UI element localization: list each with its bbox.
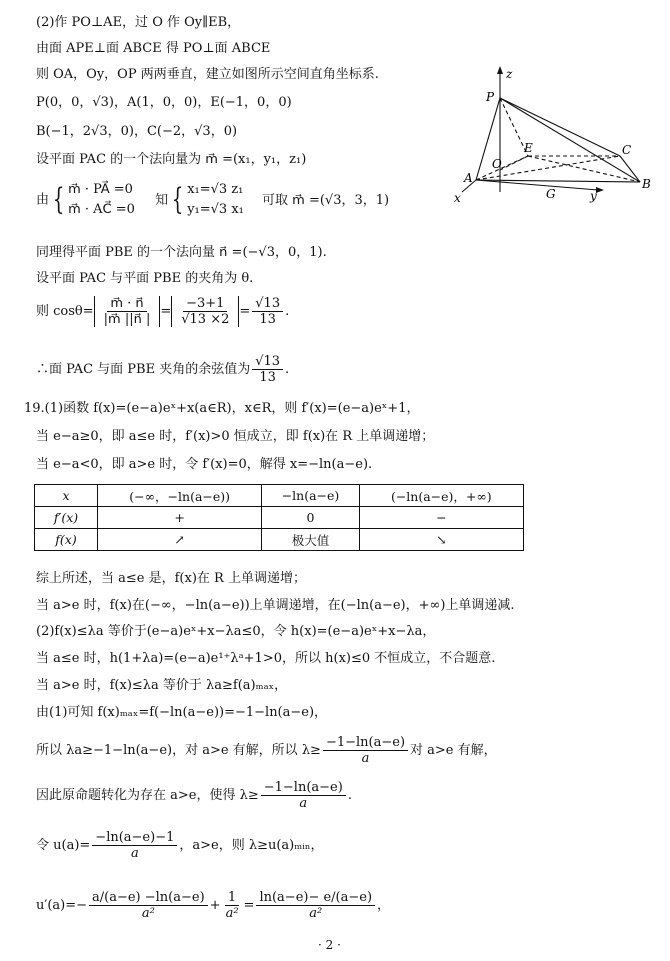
table-cell: −ln(a−e) — [262, 485, 359, 507]
y-arrow-icon — [596, 187, 604, 193]
table-cell: 极大值 — [262, 529, 359, 551]
line-5: B(−1，2√3，0)，C(−2，√3，0) — [36, 124, 238, 139]
label-y: y — [590, 189, 597, 203]
line-19: 当 a>e 时，f(x)≤λa 等价于 λa≥f(a)ₘₐₓ， — [36, 678, 288, 693]
line-23: 令 u(a)= $\frac{-\ln(a-e)-1}{a}$ ，a>e，则 λ≥u(a)ₘᵢₙ， — [36, 830, 324, 861]
label-E: E — [524, 141, 533, 155]
label-P: P — [486, 90, 495, 104]
line-22: 因此原命题转化为存在 a>e，使得 λ≥ $\frac{-1-\ln(a-e)}{a}$ . — [36, 780, 352, 811]
line-11: ∴面 PAC 与面 PBE 夹角的余弦值为 $\frac{√13}{13}$ . — [36, 354, 290, 385]
geometry-figure — [448, 62, 668, 212]
table-cell: f′(x) — [35, 507, 98, 529]
line-2: 由面 APE⊥面 ABCE 得 PO⊥面 ABCE — [36, 41, 271, 56]
line-10-cos: 则 cosθ= $\frac{m⃗ \cdot n⃗}{|m⃗ ||n⃗ |}$ = $\frac{-3+1}{√13 \times 2}$ = $\frac{√13}{13}$ . — [36, 296, 290, 327]
table-cell: 0 — [262, 507, 359, 529]
monotonicity-table — [34, 484, 524, 551]
table-cell: − — [359, 507, 523, 529]
line-12: 19.(1)函数 f(x)=(e−a)eˣ+x(a∈R)，x∈R，则 f′(x)=(e−a)eˣ+1， — [24, 401, 420, 416]
line-18: 当 a≤e 时，h(1+λa)=(e−a)e¹⁺λᵃ+1>0，所以 h(x)≤0 不恒成立，不合题意. — [36, 651, 496, 666]
label-z: z — [506, 67, 513, 81]
line-4: P(0，0，√3)，A(1，0，0)，E(−1，0，0) — [36, 95, 292, 110]
line-20: 由(1)可知 f(x)ₘₐₓ=f(−ln(a−e))=−1−ln(a−e)， — [36, 705, 328, 720]
label-x: x — [454, 191, 461, 205]
line-24: u′(a)=− $\frac{a/(a-e) -\ln(a-e)}{\text{a²}}$ + $\frac{1}{\text{a²}}$ = $\frac{\ln(a-e)- e/(a-e)}{\text{a²}}$ ， — [36, 890, 391, 921]
line-14: 当 e−a<0，即 a>e 时，令 f′(x)=0，解得 x=−ln(a−e). — [36, 457, 373, 472]
line-9: 设平面 PAC 与平面 PBE 的夹角为 θ. — [36, 271, 254, 286]
line-16: 当 a>e 时，f(x)在(−∞，−ln(a−e))上单调递增，在(−ln(a−e)，+∞)上单调递减. — [36, 598, 515, 613]
table-cell: + — [98, 507, 262, 529]
line-3: 则 OA，Oy，OP 两两垂直，建立如图所示空间直角坐标系. — [36, 67, 379, 82]
table-row — [35, 529, 524, 551]
page-number: · 2 · — [318, 938, 341, 952]
table-cell: f(x) — [35, 529, 98, 551]
line-6: 设平面 PAC 的一个法向量为 m⃗ =(x₁，y₁，z₁) — [36, 152, 307, 167]
table-cell: (−∞，−ln(a−e)) — [98, 485, 262, 507]
line-21: 所以 λa≥−1−ln(a−e)，对 a>e 有解，所以 λ≥ $\frac{-1-\ln(a-e)}{a}$ 对 a>e 有解， — [36, 735, 497, 766]
table-cell: (−ln(a−e)，+∞) — [359, 485, 523, 507]
table-cell: ↗ — [98, 529, 262, 551]
line-15: 综上所述，当 a≤e 是，f(x)在 R 上单调递增； — [36, 571, 306, 586]
label-B: B — [642, 177, 651, 191]
line-17: (2)f(x)≤λa 等价于(e−a)eˣ+x−λa≤0，令 h(x)=(e−a)eˣ+x−λa， — [36, 624, 436, 639]
label-C: C — [622, 143, 632, 157]
table-row — [35, 485, 524, 507]
label-A: A — [464, 171, 473, 185]
z-arrow-icon — [497, 66, 503, 74]
table-cell: ↘ — [359, 529, 523, 551]
table-row — [35, 507, 524, 529]
line-7-system: 由 { m⃗ · PA⃗ =0 m⃗ · AC⃗ =0 知 { x₁=√3 z₁ y₁=√3 x₁ 可取 m⃗ =(√3，3，1) — [36, 182, 390, 217]
label-G: G — [546, 187, 556, 201]
label-O: O — [492, 157, 502, 171]
line-8: 同理得平面 PBE 的一个法向量 n⃗ =(−√3，0，1). — [36, 245, 327, 260]
table-cell: x — [35, 485, 98, 507]
line-1: (2)作 PO⊥AE，过 O 作 Oy∥EB， — [36, 15, 241, 30]
line-13: 当 e−a≥0，即 a≤e 时，f′(x)>0 恒成立，即 f(x)在 R 上单调递增； — [36, 429, 435, 444]
